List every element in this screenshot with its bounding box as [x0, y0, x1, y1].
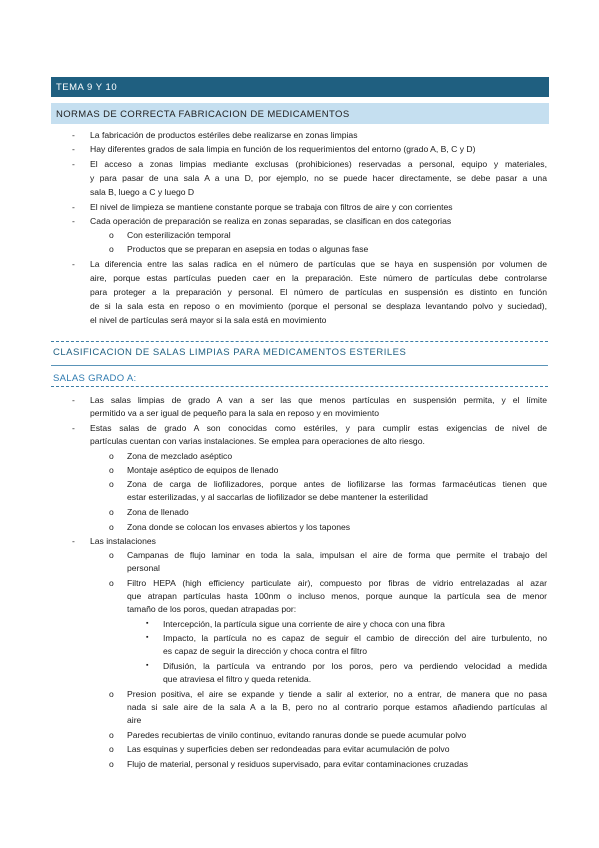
- text-line: Cada operación de preparación se realiza en zonas separadas, se clasifican en dos categorias: [90, 216, 452, 226]
- text-line: Hay diferentes grados de sala limpia en función de los requerimientos del entorno (grado A, B, C y D): [90, 144, 476, 154]
- square-marker: ▪: [146, 662, 149, 669]
- circle-marker: o: [109, 507, 114, 517]
- text-line: Montaje aséptico de equipos de llenado: [127, 465, 279, 475]
- text-line: que atraviesa el filtro y queda retenida.: [163, 674, 312, 684]
- text-line: La diferencia entre las salas radica en el número de partículas que se haya en suspensión por volumen de: [90, 259, 547, 269]
- text-line: aire, porque estas partículas pueden caer en la preparación. Este número de partículas debe controlarse: [90, 273, 547, 283]
- circle-marker: o: [109, 744, 114, 754]
- text-line: el nivel de partículas será mayor si la sala está en movimiento: [90, 315, 327, 325]
- text-line: Campanas de flujo laminar en toda la sala, impulsan el aire de forma que permite el trabajo del: [127, 550, 547, 560]
- circle-marker: o: [109, 550, 114, 560]
- text-line: que atrapan partículas hasta 100nm o incluso menos, porque aunque la partícula sea de menor: [127, 591, 547, 601]
- text-line: Difusión, la partícula va entrando por los poros, pero va perdiendo velocidad a medida: [163, 661, 547, 671]
- text-line: Paredes recubiertas de vinilo continuo, evitando ranuras donde se puede acumular polvo: [127, 730, 467, 740]
- section-divider: [51, 341, 548, 342]
- text-line: Productos que se preparan en asepsia en todas o algunas fase: [127, 244, 369, 254]
- dash-marker: -: [72, 159, 75, 169]
- text-line: y para pasar de una sala A a una D, por ejemplo, no se puede hacer directamente, se debe pasar a una: [90, 173, 547, 183]
- text-line: El acceso a zonas limpias mediante exclusas (prohibiciones) reservadas a personal, equipo y materiales,: [90, 159, 547, 169]
- text-line: estar esterilizadas, y al saccarlas de liofilizador se debe mantener la esterilidad: [127, 492, 428, 502]
- circle-marker: o: [109, 578, 114, 588]
- square-marker: ▪: [146, 620, 149, 627]
- dash-marker: -: [72, 423, 75, 433]
- section-title-clasificacion: CLASIFICACION DE SALAS LIMPIAS PARA MEDICAMENTOS ESTERILES: [53, 347, 407, 358]
- dash-marker: -: [72, 395, 75, 405]
- square-marker: ▪: [146, 634, 149, 641]
- text-line: Flujo de material, personal y residuos supervisado, para evitar contaminaciones cruzadas: [127, 759, 469, 769]
- text-line: Filtro HEPA (high efficiency particulate air), compuesto por fibras de vidrio entrelazadas al azar: [127, 578, 547, 588]
- text-line: permitido va a ser igual de pequeño para la sala en reposo y en movimiento: [90, 408, 380, 418]
- text-line: nada si sale aire de la sala A a la B, pero no al contrario porque estamos añadiendo partículas al: [127, 702, 547, 712]
- text-line: Las salas limpias de grado A van a ser las que menos partículas en suspensión permita, y el límite: [90, 395, 547, 405]
- subsection-title-grado-a: SALAS GRADO A:: [53, 373, 137, 384]
- circle-marker: o: [109, 230, 114, 240]
- topic-header: TEMA 9 Y 10: [51, 77, 549, 97]
- circle-marker: o: [109, 479, 114, 489]
- text-line: Zona donde se colocan los envases abiertos y los tapones: [127, 522, 351, 532]
- text-line: Impacto, la partícula no es capaz de seguir el cambio de dirección del aire turbulento, no: [163, 633, 547, 643]
- text-line: para proteger a la preparación y personal. El número de partículas en suspensión es distinto en función: [90, 287, 547, 297]
- text-line: Con esterilización temporal: [127, 230, 231, 240]
- dash-marker: -: [72, 130, 75, 140]
- text-line: Zona de llenado: [127, 507, 189, 517]
- text-line: Estas salas de grado A son conocidas como estériles, y para cumplir estas exigencias de nivel de: [90, 423, 547, 433]
- text-line: Zona de carga de liofilizadores, porque antes de liofilizarse las formas farmacéuticas tienen que: [127, 479, 547, 489]
- circle-marker: o: [109, 465, 114, 475]
- dash-marker: -: [72, 536, 75, 546]
- dash-marker: -: [72, 144, 75, 154]
- circle-marker: o: [109, 244, 114, 254]
- circle-marker: o: [109, 451, 114, 461]
- dash-marker: -: [72, 202, 75, 212]
- circle-marker: o: [109, 689, 114, 699]
- text-line: personal: [127, 563, 160, 573]
- text-line: de si la sala esta en reposo o en movimiento (porque el personal se desplaza levantando polvo y suciedad),: [90, 301, 547, 311]
- text-line: tamaño de los poros, quedan atrapadas por:: [127, 604, 297, 614]
- section-underline: [51, 365, 548, 366]
- dash-marker: -: [72, 216, 75, 226]
- text-line: Intercepción, la partícula sigue una corriente de aire y choca con una fibra: [163, 619, 445, 629]
- text-line: Zona de mezclado aséptico: [127, 451, 233, 461]
- circle-marker: o: [109, 759, 114, 769]
- text-line: es capaz de seguir la dirección y choca contra el filtro: [163, 646, 367, 656]
- circle-marker: o: [109, 522, 114, 532]
- dash-marker: -: [72, 259, 75, 269]
- text-line: La fabricación de productos estériles debe realizarse en zonas limpias: [90, 130, 358, 140]
- circle-marker: o: [109, 730, 114, 740]
- text-line: Las instalaciones: [90, 536, 156, 546]
- text-line: El nivel de limpieza se mantiene constante porque se trabaja con filtros de aire y con corrientes: [90, 202, 453, 212]
- text-line: sala B, luego a C y luego D: [90, 187, 195, 197]
- section-title-normas: NORMAS DE CORRECTA FABRICACION DE MEDICAMENTOS: [51, 103, 549, 124]
- text-line: Presion positiva, el aire se expande y tiende a salir al exterior, no a entrar, de manera que no pasa: [127, 689, 547, 699]
- subsection-divider: [51, 386, 548, 387]
- text-line: partículas cuentan con varias instalaciones. Se emplea para operaciones de alto riesgo.: [90, 436, 425, 446]
- text-line: Las esquinas y superficies deben ser redondeadas para evitar acumulación de polvo: [127, 744, 450, 754]
- text-line: aire: [127, 715, 142, 725]
